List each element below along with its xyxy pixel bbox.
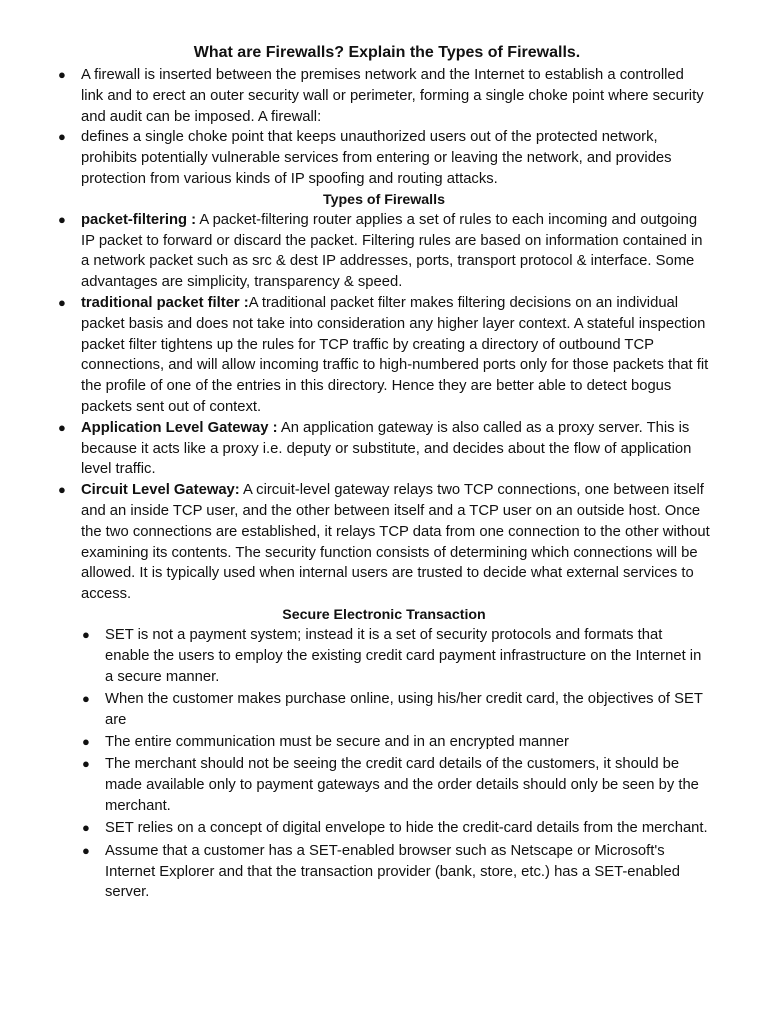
list-item bbox=[58, 127, 710, 189]
list-item-text: SET relies on a concept of digital envelope to hide the credit-card details from the merchant. bbox=[105, 820, 708, 837]
type-description: A traditional packet filter makes filtering decisions on an individual packet basis and does not take into consideration any higher layer context. A stateful inspection packet filter tightens up the rules for TCP traffic by creating a directory of outbound TCP connections, and will allow incoming traffic to high-numbered ports only for those packets that fit the profile of one of the entries in this directory. Hence they are better able to detect bogus packets sent out of context. bbox=[81, 294, 709, 415]
list-item-text: A firewall is inserted between the premises network and the Internet to establish a controlled link and to erect an outer security wall or perimeter, forming a single choke point where security and audit can be imposed. A firewall: bbox=[81, 67, 704, 125]
list-item bbox=[58, 480, 710, 605]
bullet-icon: ● bbox=[58, 211, 66, 227]
list-item-text: The merchant should not be seeing the credit card details of the customers, it should be made available only to payment gateways and the order details should only be seen by the merchant. bbox=[105, 756, 699, 815]
list-item bbox=[58, 210, 710, 293]
list-item-text: SET is not a payment system; instead it is a set of security protocols and formats that enable the users to employ the existing credit card payment infrastructure on the Internet in a secure manner. bbox=[105, 626, 702, 685]
list-item bbox=[58, 732, 710, 753]
set-list bbox=[58, 625, 710, 903]
bullet-icon: ● bbox=[58, 419, 66, 435]
list-item-text: The entire communication must be secure and in an encrypted manner bbox=[105, 734, 569, 751]
list-item-text: Assume that a customer has a SET-enabled browser such as Netscape or Microsoft's Internet Explorer and that the transaction provider (bank, store, etc.) has a SET-enabled server. bbox=[105, 842, 680, 901]
types-list bbox=[58, 210, 710, 605]
bullet-icon: ● bbox=[82, 820, 90, 836]
list-item bbox=[58, 841, 710, 903]
type-description: A circuit-level gateway relays two TCP connections, one between itself and an inside TCP user, and the other between itself and a TCP user on an outside host. Once the two connections are established, it relays TCP data from one connection to the other without examining its contents. The security function consists of determining which connections will be allowed. It is typically used when internal users are trusted to decide what external services to access. bbox=[81, 482, 710, 603]
list-item bbox=[58, 625, 710, 687]
type-term: traditional packet filter : bbox=[81, 294, 249, 311]
type-term: Circuit Level Gateway: bbox=[81, 482, 240, 499]
type-term: packet-filtering : bbox=[81, 211, 197, 228]
intro-list bbox=[58, 65, 710, 190]
bullet-icon: ● bbox=[58, 67, 66, 82]
set-heading: Secure Electronic Transaction bbox=[282, 606, 486, 623]
type-description: A packet-filtering router applies a set of rules to each incoming and outgoing IP packet to forward or discard the packet. Filtering rules are based on information contained in a network packet such as src & dest IP addresses, ports, transport protocol & interface. Some advantages are simplicity, transparency & speed. bbox=[81, 211, 703, 291]
list-item bbox=[58, 689, 710, 731]
list-item bbox=[58, 754, 710, 816]
bullet-icon: ● bbox=[58, 294, 66, 310]
bullet-icon: ● bbox=[82, 734, 90, 750]
page-title: What are Firewalls? Explain the Types of Firewalls. bbox=[193, 44, 581, 61]
list-item bbox=[58, 65, 710, 127]
list-item-text: When the customer makes purchase online, using his/her credit card, the objectives of SET are bbox=[105, 690, 703, 728]
types-heading: Types of Firewalls bbox=[323, 191, 445, 208]
type-description: An application gateway is also called as a proxy server. This is because it acts like a proxy i.e. deputy or substitute, and decides about the flow of application level traffic. bbox=[81, 419, 692, 478]
type-term: Application Level Gateway : bbox=[81, 419, 278, 436]
list-item bbox=[58, 418, 710, 480]
list-item bbox=[58, 293, 710, 418]
bullet-icon: ● bbox=[82, 756, 90, 772]
list-item-text: defines a single choke point that keeps unauthorized users out of the protected network, prohibits potentially vulnerable services from entering or leaving the network, and provides protection from various kinds of IP spoofing and routing attacks. bbox=[81, 129, 672, 187]
bullet-icon: ● bbox=[58, 482, 66, 498]
list-item bbox=[58, 818, 710, 839]
bullet-icon: ● bbox=[58, 129, 66, 145]
bullet-icon: ● bbox=[82, 690, 90, 706]
bullet-icon: ● bbox=[82, 626, 90, 642]
bullet-icon: ● bbox=[82, 842, 90, 858]
